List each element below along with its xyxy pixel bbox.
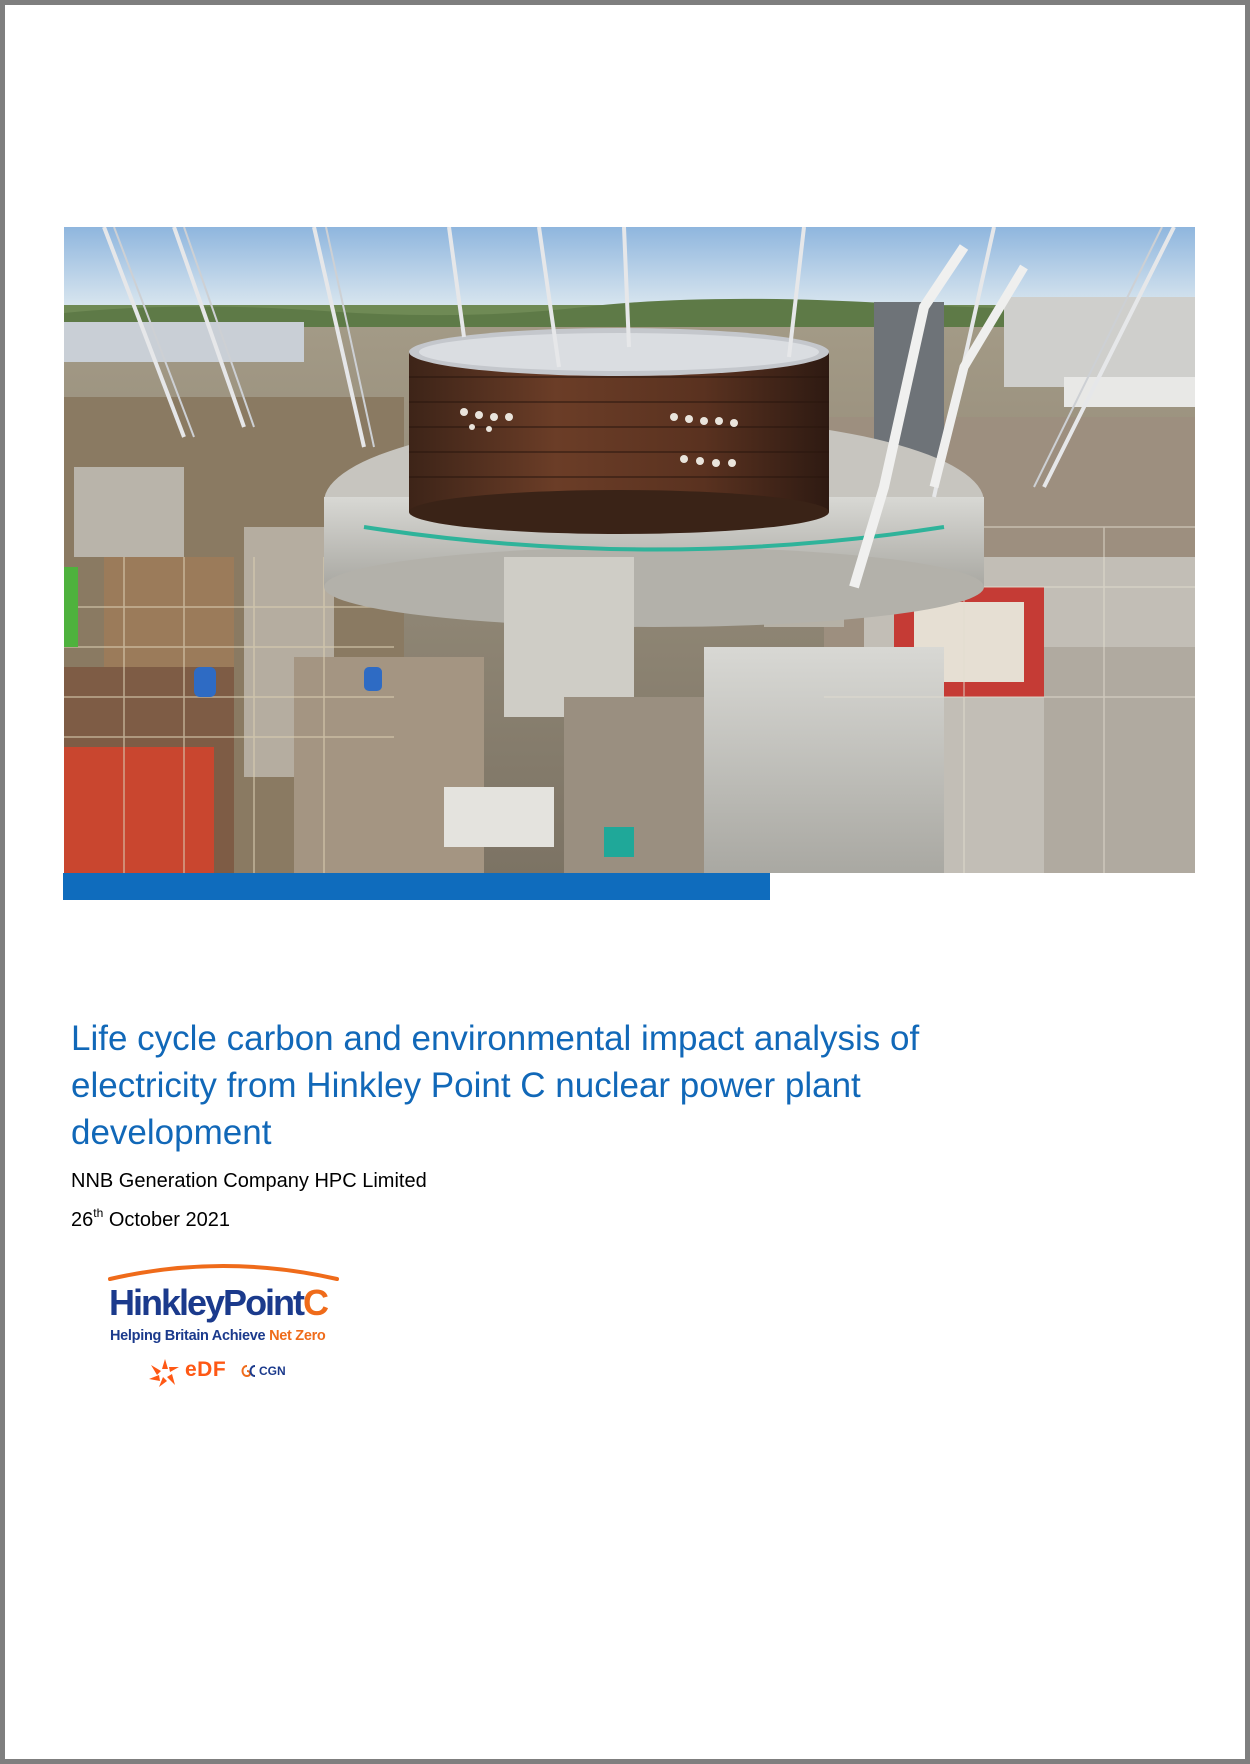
- document-date: [71, 1208, 230, 1232]
- document-title: Life cycle carbon and environmental impact analysis of electricity from Hinkley Point C nuclear power plant development: [71, 1019, 920, 1152]
- date-day: 26: [71, 1209, 94, 1231]
- logo-tagline: Helping Britain Achieve Net Zero: [110, 1328, 326, 1344]
- document-author: NNB Generation Company HPC Limited: [71, 1170, 427, 1192]
- accent-bar: [63, 873, 770, 900]
- edf-sunburst-icon: [145, 1355, 185, 1389]
- edf-logo-text: eDF: [185, 1358, 227, 1381]
- hinkley-point-c-logo: [105, 1259, 345, 1389]
- logo-wordmark: HinkleyPointC: [109, 1282, 328, 1323]
- cgn-logo-text: CGN: [259, 1364, 286, 1378]
- construction-site-illustration: [64, 227, 1195, 873]
- cgn-mark-icon: [239, 1363, 261, 1379]
- date-suffix: th: [93, 1206, 104, 1220]
- cover-photo: [64, 227, 1195, 873]
- date-rest: October 2021: [103, 1209, 231, 1231]
